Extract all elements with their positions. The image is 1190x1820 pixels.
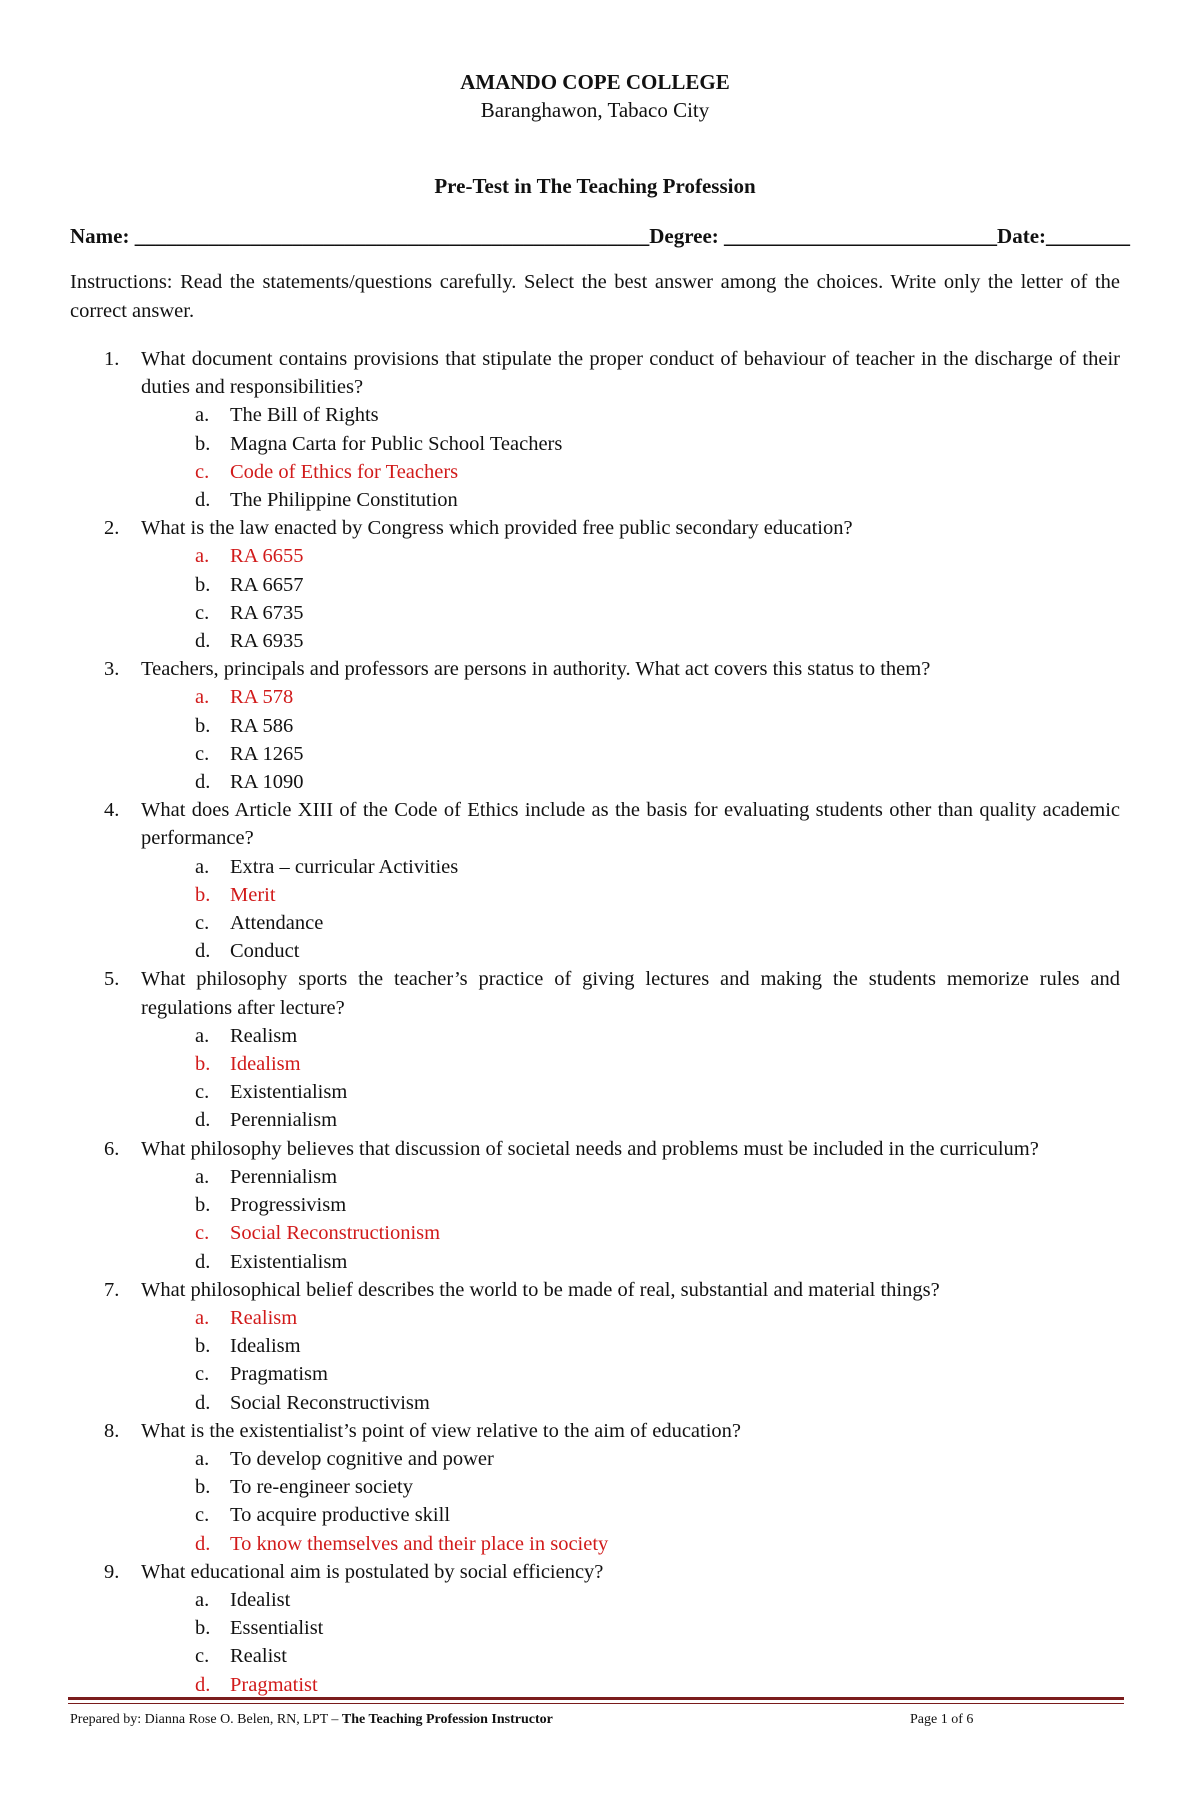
choice-letter: d. [195,1532,211,1555]
question-text: What educational aim is postulated by social efficiency? [141,1560,604,1583]
choice-letter: a. [195,1165,210,1188]
instructions: Instructions: Read the statements/questions carefully. Select the best answer among the choices. Write only the letter of the correct answer. [70,271,1120,322]
question-number: 8. [104,1419,120,1442]
question-text: What philosophy sports the teacher’s practice of giving lectures and making the students memorize rules and regulations after lecture? [141,968,1120,1019]
choice-text-answer: RA 6655 [230,545,304,568]
choice-item [70,1530,1120,1558]
choice-letter: b. [195,1476,211,1499]
choice-item [70,1473,1120,1501]
choice-item [70,1332,1120,1360]
choice-letter: b. [195,714,211,737]
choice-text-answer: To know themselves and their place in society [230,1532,609,1555]
choice-item [70,768,1120,796]
choice-text: To develop cognitive and power [230,1447,494,1470]
question-1 [70,345,1120,401]
choice-text: Attendance [230,912,324,935]
choice-letter: a. [195,1447,210,1470]
choice-letter: d. [195,771,211,794]
question-text: Teachers, principals and professors are persons in authority. What act covers this status to them? [141,658,931,681]
choice-text: Conduct [230,940,300,963]
choice-text: RA 586 [230,714,294,737]
choice-text-answer: RA 578 [230,686,294,709]
question-number: 9. [104,1560,120,1583]
choice-item [70,1360,1120,1388]
choice-item [70,458,1120,486]
question-5 [70,965,1120,1021]
choice-text-answer: Merit [230,883,276,906]
choice-letter: b. [195,1194,211,1217]
choice-item [70,683,1120,711]
choice-text: RA 6735 [230,601,304,624]
choice-text-answer: Idealism [230,1053,301,1076]
choice-letter: a. [195,1024,210,1047]
choice-letter: d. [195,489,211,512]
choice-letter: d. [195,1109,211,1132]
choice-item [70,937,1120,965]
choice-letter: c. [195,1081,210,1104]
choice-item [70,1304,1120,1332]
question-number: 3. [104,658,120,681]
name-degree-date-line: Name: _________________________________________________Degree: __________________________Date:________ [70,224,1131,248]
choice-text: Existentialism [230,1250,348,1273]
footer-rule-thin [68,1703,1124,1704]
question-6 [70,1135,1120,1163]
choice-letter: d. [195,630,211,653]
choice-letter: c. [195,742,210,765]
question-number: 5. [104,968,120,991]
choice-letter: d. [195,1673,211,1696]
question-number: 1. [104,348,120,370]
choice-letter: b. [195,432,211,455]
choice-letter: a. [195,545,210,568]
choice-item [70,1191,1120,1219]
choice-text: Perennialism [230,1165,338,1188]
choice-text: To acquire productive skill [230,1504,451,1527]
question-4 [70,796,1120,852]
choice-letter: d. [195,1391,211,1414]
choice-item [70,627,1120,655]
choice-item [70,1642,1120,1670]
question-text: What is the existentialist’s point of view relative to the aim of education? [141,1419,742,1442]
question-text: What philosophy believes that discussion of societal needs and problems must be included in the curriculum? [141,1137,1039,1160]
choice-item [70,1219,1120,1247]
choice-item [70,1586,1120,1614]
choice-letter: b. [195,883,211,906]
choice-text: Idealism [230,1335,301,1358]
question-text: What is the law enacted by Congress which provided free public secondary education? [141,517,853,540]
page-number: Page 1 of 6 [910,1712,974,1727]
footer-prepared-by [70,1711,553,1729]
question-7 [70,1276,1120,1304]
question-text: What does Article XIII of the Code of Ethics include as the basis for evaluating students other than quality academic performance? [141,799,1120,850]
choice-item [70,1248,1120,1276]
choice-item [70,1389,1120,1417]
document-header [70,68,1120,124]
question-list [70,345,1120,1699]
test-title: Pre-Test in The Teaching Profession [434,174,756,198]
choice-item [70,1050,1120,1078]
choice-text: Magna Carta for Public School Teachers [230,432,563,455]
choice-text-answer: Social Reconstructionism [230,1222,441,1245]
choice-text: Social Reconstructivism [230,1391,430,1414]
choice-item [70,881,1120,909]
choice-text-answer: Pragmatist [230,1673,318,1696]
choice-item [70,1501,1120,1529]
choice-letter: d. [195,1250,211,1273]
choice-text: The Bill of Rights [230,404,379,427]
choice-text-answer: Realism [230,1306,298,1329]
choice-letter: b. [195,1335,211,1358]
choice-text: RA 6657 [230,573,304,596]
choice-item [70,1671,1120,1699]
choice-item [70,853,1120,881]
choice-item [70,740,1120,768]
choice-item [70,712,1120,740]
choice-letter: a. [195,855,210,878]
choice-item [70,1022,1120,1050]
choice-item [70,1614,1120,1642]
footer-rule [68,1697,1124,1700]
choice-text: Existentialism [230,1081,348,1104]
question-number: 7. [104,1278,120,1301]
choice-letter: c. [195,460,210,483]
question-8 [70,1417,1120,1445]
choice-item [70,1106,1120,1134]
footer-role: The Teaching Profession Instructor [341,1712,553,1727]
question-9 [70,1558,1120,1586]
choice-text: To re-engineer society [230,1476,413,1499]
choice-text: RA 1265 [230,742,304,765]
college-name: AMANDO COPE COLLEGE [460,70,730,94]
choice-item [70,1445,1120,1473]
choice-text: Idealist [230,1588,291,1611]
choice-text-answer: Code of Ethics for Teachers [230,460,459,483]
choice-text: RA 1090 [230,771,304,794]
choice-letter: a. [195,404,210,427]
choice-letter: b. [195,1053,211,1076]
question-number: 4. [104,799,120,822]
choice-item [70,401,1120,429]
choice-text: Progressivism [230,1194,347,1217]
choice-text: Realism [230,1024,298,1047]
footer-prepared-by-text: Prepared by: Dianna Rose O. Belen, RN, LPT – [70,1712,342,1727]
choice-item [70,909,1120,937]
choice-text: Realist [230,1645,287,1668]
question-3 [70,655,1120,683]
choice-text: Pragmatism [230,1363,328,1386]
choice-text: Perennialism [230,1109,338,1132]
choice-item [70,542,1120,570]
choice-letter: c. [195,1363,210,1386]
choice-letter: c. [195,601,210,624]
question-number: 2. [104,517,120,540]
college-address: Baranghawon, Tabaco City [480,98,710,122]
choice-letter: c. [195,1504,210,1527]
choice-text: Extra – curricular Activities [230,855,459,878]
choice-letter: a. [195,1588,210,1611]
question-2 [70,514,1120,542]
choice-item [70,486,1120,514]
question-number: 6. [104,1137,120,1160]
choice-letter: a. [195,1306,210,1329]
choice-item [70,571,1120,599]
question-text: What philosophical belief describes the world to be made of real, substantial and material things? [141,1278,940,1301]
choice-text: The Philippine Constitution [230,489,458,512]
choice-text: Essentialist [230,1617,324,1640]
choice-letter: d. [195,940,211,963]
choice-item [70,1163,1120,1191]
choice-item [70,1078,1120,1106]
choice-letter: c. [195,1645,210,1668]
choice-letter: c. [195,1222,210,1245]
choice-letter: b. [195,573,211,596]
choice-item [70,599,1120,627]
choice-item [70,430,1120,458]
choice-letter: a. [195,686,210,709]
question-text: What document contains provisions that stipulate the proper conduct of behaviour of teacher in the discharge of their duties and responsibilities? [141,348,1120,399]
choice-letter: c. [195,912,210,935]
choice-text: RA 6935 [230,630,304,653]
choice-letter: b. [195,1617,211,1640]
